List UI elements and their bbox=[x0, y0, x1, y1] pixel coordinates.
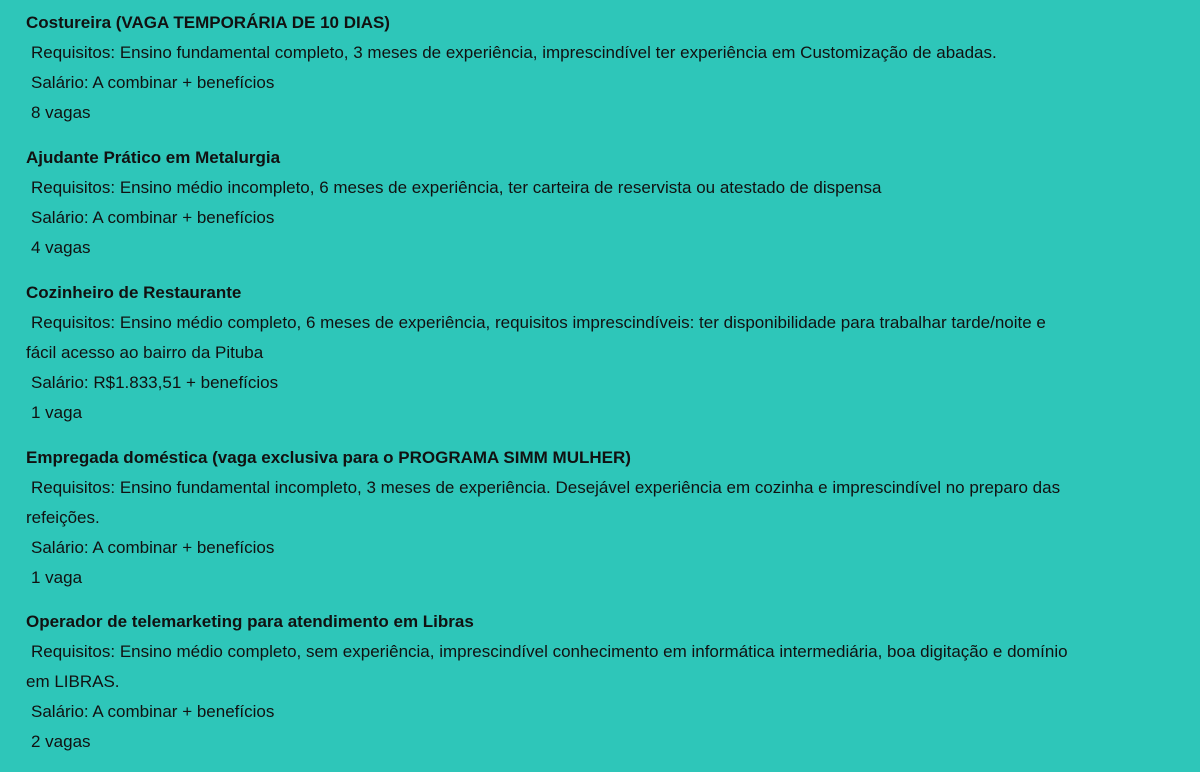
job-openings: 1 vaga bbox=[31, 403, 83, 422]
job-title: Empregada doméstica (vaga exclusiva para o PROGRAMA SIMM MULHER) bbox=[26, 448, 631, 467]
job-salary: Salário: A combinar + benefícios bbox=[31, 702, 275, 721]
job-salary: Salário: R$1.833,51 + benefícios bbox=[31, 373, 279, 392]
job-requirements: Requisitos: Ensino médio completo, sem experiência, imprescindível conhecimento em informática intermediária, boa digitação e domínio bbox=[31, 642, 1068, 661]
job-title: Cozinheiro de Restaurante bbox=[26, 283, 242, 302]
job-requirements-continued: fácil acesso ao bairro da Pituba bbox=[26, 343, 264, 362]
job-requirements: Requisitos: Ensino médio completo, 6 meses de experiência, requisitos imprescindíveis: ter disponibilidade para trabalhar tarde/noite e bbox=[31, 313, 1046, 332]
job-listing bbox=[26, 443, 1136, 593]
job-requirements: Requisitos: Ensino fundamental incompleto, 3 meses de experiência. Desejável experiência em cozinha e imprescindível no preparo das bbox=[31, 478, 1061, 497]
job-openings: 2 vagas bbox=[31, 732, 91, 751]
job-openings: 1 vaga bbox=[31, 568, 83, 587]
job-requirements: Requisitos: Ensino fundamental completo, 3 meses de experiência, imprescindível ter experiência em Customização de abadas. bbox=[31, 43, 997, 62]
job-requirements-continued: refeições. bbox=[26, 508, 100, 527]
job-openings: 8 vagas bbox=[31, 103, 91, 122]
job-listing bbox=[26, 278, 1136, 428]
job-title: Costureira (VAGA TEMPORÁRIA DE 10 DIAS) bbox=[26, 13, 390, 32]
job-title: Ajudante Prático em Metalurgia bbox=[26, 148, 281, 167]
job-salary: Salário: A combinar + benefícios bbox=[31, 73, 275, 92]
job-listing bbox=[26, 607, 1136, 757]
job-listing bbox=[26, 8, 1136, 128]
job-openings: 4 vagas bbox=[31, 238, 91, 257]
job-requirements: Requisitos: Ensino médio incompleto, 6 meses de experiência, ter carteira de reservista ou atestado de dispensa bbox=[31, 178, 882, 197]
job-listing bbox=[26, 143, 1136, 263]
job-requirements-continued: em LIBRAS. bbox=[26, 672, 120, 691]
job-salary: Salário: A combinar + benefícios bbox=[31, 208, 275, 227]
job-salary: Salário: A combinar + benefícios bbox=[31, 538, 275, 557]
job-title: Operador de telemarketing para atendimento em Libras bbox=[26, 612, 474, 631]
